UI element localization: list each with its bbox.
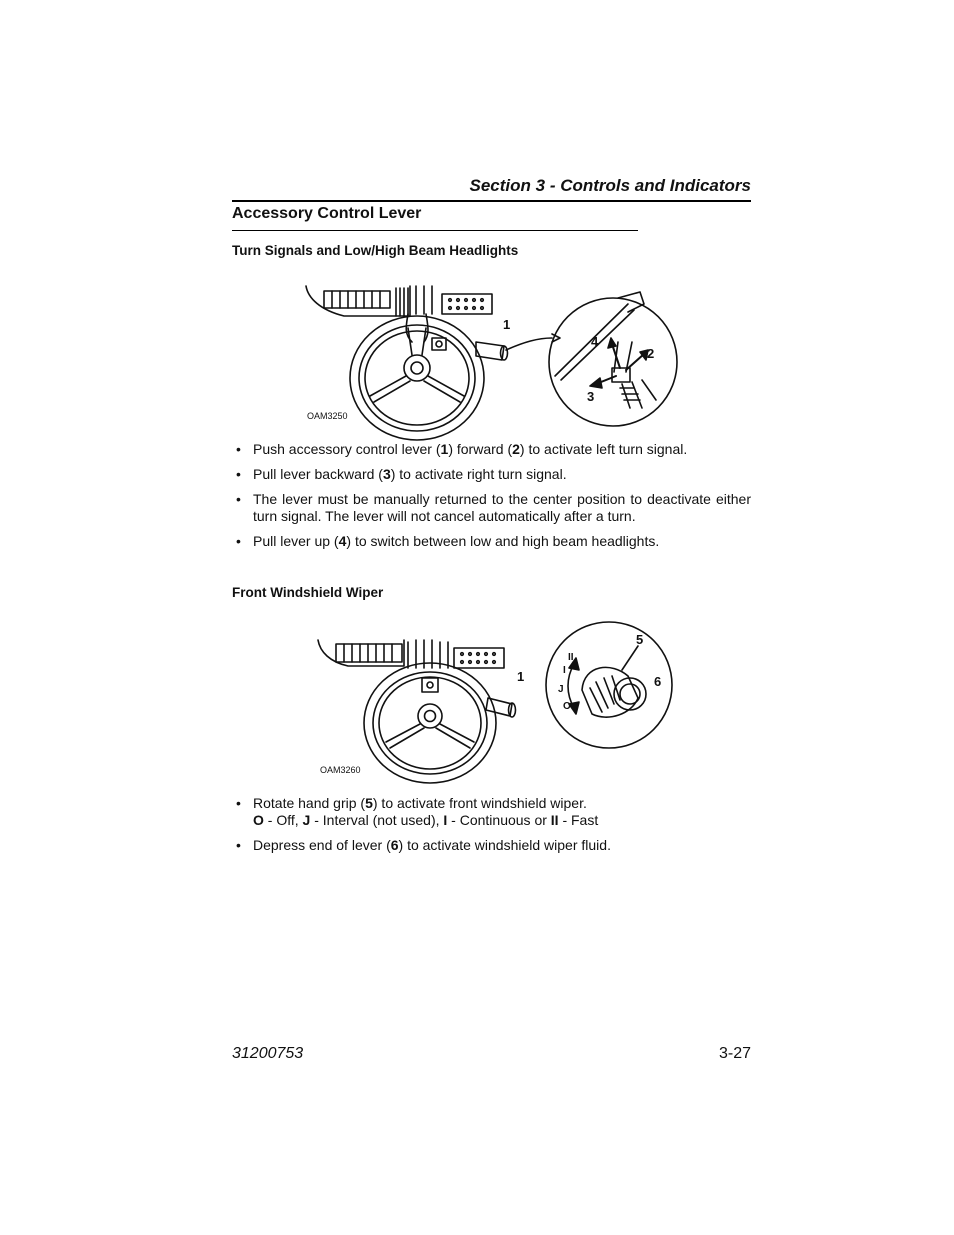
list-item: • Rotate hand grip (5) to activate front windshield wiper. O - Off, J - Interval (not used), I - Continuous or II - Fast	[232, 795, 751, 829]
page-number: 3-27	[718, 1045, 751, 1062]
callout-2: 2	[647, 346, 655, 361]
turn-signal-figure	[300, 284, 690, 442]
list-item: • Depress end of lever (6) to activate windshield wiper fluid.	[232, 837, 751, 854]
figure-code-oam3260: OAM3260	[320, 765, 361, 775]
lever-detail-inset	[549, 292, 677, 426]
callout-6: 6	[654, 674, 662, 689]
list-item: • The lever must be manually returned to the center position to deactivate either turn signal. The lever will not cancel automatically after a turn.	[232, 491, 751, 525]
list-item: • Pull lever backward (3) to activate right turn signal.	[232, 466, 751, 483]
position-label-II: II	[568, 652, 574, 663]
turn-signal-bullets	[232, 441, 751, 558]
page-title: Accessory Control Lever	[232, 205, 422, 222]
callout-4: 4	[591, 334, 599, 349]
position-label-I: I	[563, 665, 566, 676]
header-rule	[232, 200, 751, 202]
wiper-figure	[312, 628, 682, 778]
list-item: • Push accessory control lever (1) forward (2) to activate left turn signal.	[232, 441, 751, 458]
wiper-bullets	[232, 795, 751, 862]
doc-number: 31200753	[232, 1045, 304, 1062]
position-label-J: J	[558, 684, 564, 695]
callout-3: 3	[587, 389, 595, 404]
accessory-lever-illustration	[476, 334, 560, 360]
callout-1: 1	[517, 669, 525, 684]
position-label-O: O	[563, 701, 571, 712]
title-rule	[232, 230, 638, 231]
section-header: Section 3 - Controls and Indicators	[469, 176, 751, 195]
callout-5: 5	[636, 632, 644, 647]
callout-1: 1	[503, 317, 511, 332]
steering-wheel-illustration	[350, 316, 484, 440]
accessory-lever-illustration	[486, 698, 516, 717]
steering-wheel-illustration	[364, 663, 496, 783]
list-item: • Pull lever up (4) to switch between low and high beam headlights.	[232, 533, 751, 550]
wiper-heading: Front Windshield Wiper	[232, 585, 384, 600]
turn-signals-heading: Turn Signals and Low/High Beam Headlights	[232, 243, 519, 258]
figure-code-oam3250: OAM3250	[307, 411, 348, 421]
